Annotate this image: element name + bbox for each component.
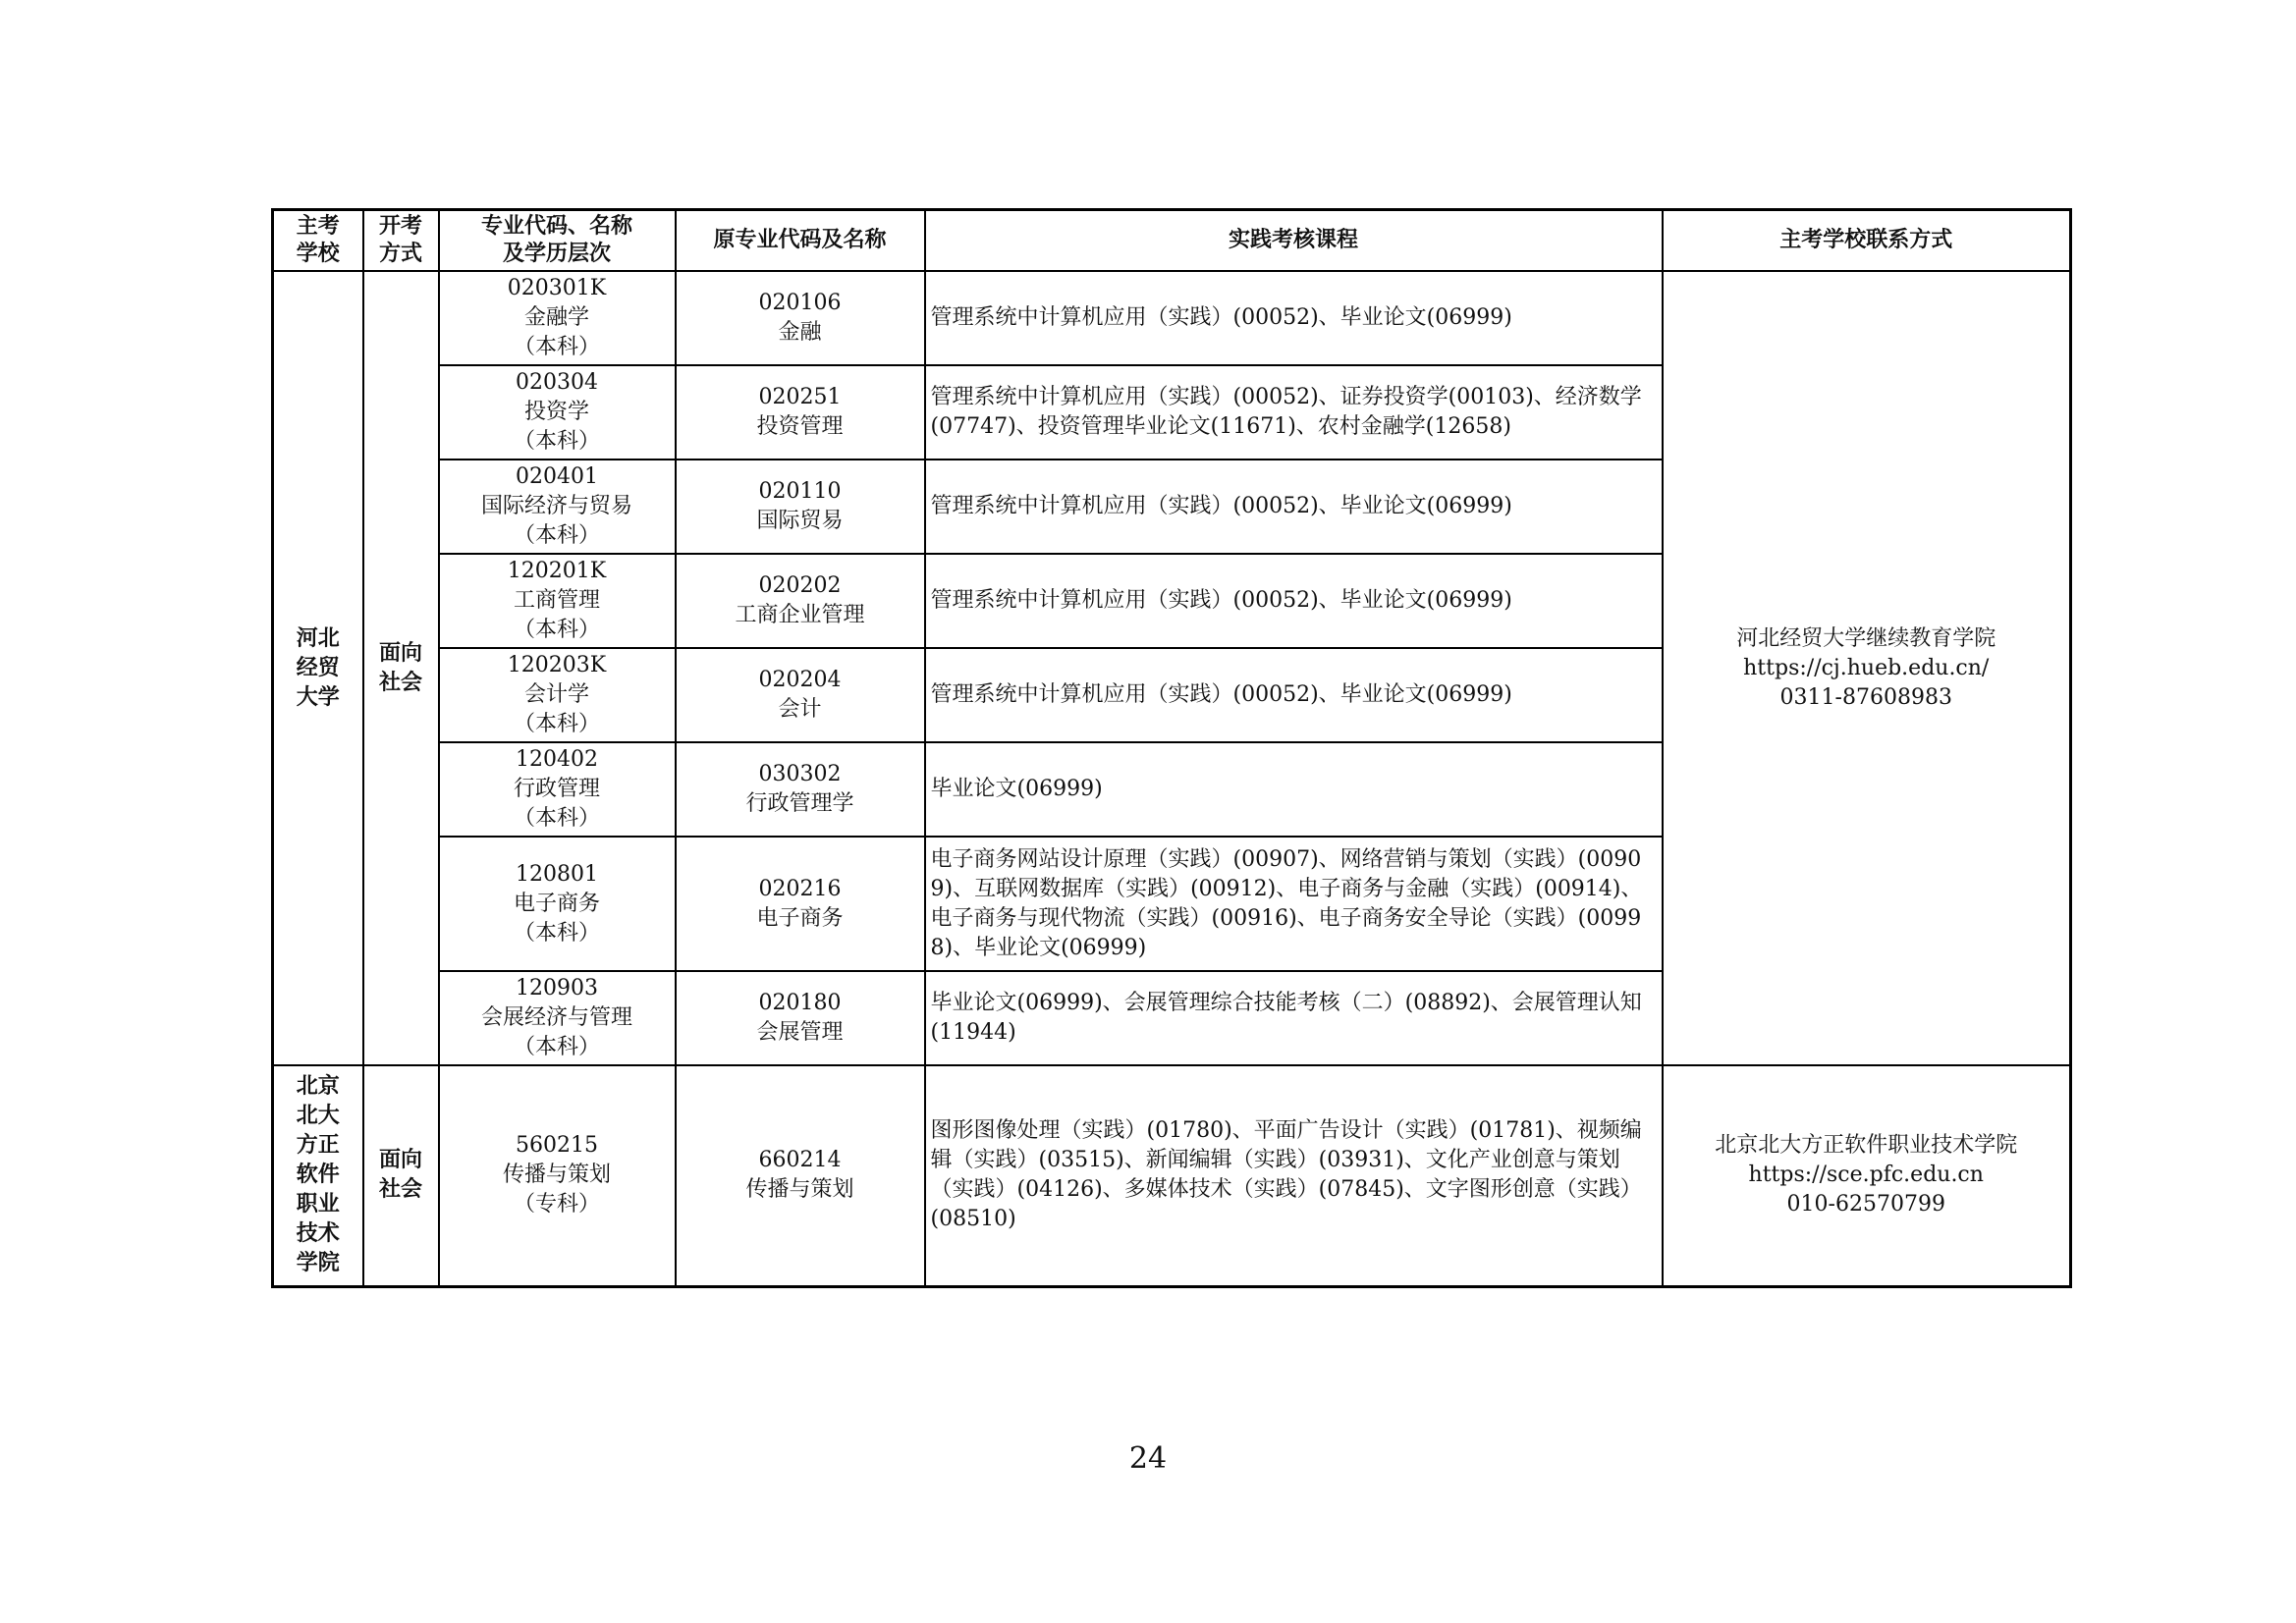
header-row — [273, 210, 2071, 272]
major-cell: 120402 行政管理 （本科） — [439, 742, 676, 837]
exam-table — [271, 208, 2072, 1288]
courses-cell: 管理系统中计算机应用（实践）(00052)、证券投资学(00103)、经济数学(07747)、投资管理毕业论文(11671)、农村金融学(12658) — [925, 365, 1663, 460]
header-mode: 开考 方式 — [363, 210, 439, 272]
header-major: 专业代码、名称 及学历层次 — [439, 210, 676, 272]
courses-cell: 图形图像处理（实践）(01780)、平面广告设计（实践）(01781)、视频编辑（实践）(03515)、新闻编辑（实践）(03931)、文化产业创意与策划（实践）(04126)、多媒体技术（实践）(07845)、文字图形创意（实践）(08510) — [925, 1065, 1663, 1286]
courses-cell: 管理系统中计算机应用（实践）(00052)、毕业论文(06999) — [925, 460, 1663, 554]
courses-cell: 电子商务网站设计原理（实践）(00907)、网络营销与策划（实践）(00909)、互联网数据库（实践）(00912)、电子商务与金融（实践）(00914)、电子商务与现代物流（实践）(00916)、电子商务安全导论（实践）(00998)、毕业论文(06999) — [925, 837, 1663, 971]
page-table-container — [271, 208, 2069, 1288]
courses-cell: 毕业论文(06999) — [925, 742, 1663, 837]
contact-cell: 北京北大方正软件职业技术学院 https://sce.pfc.edu.cn 010-62570799 — [1663, 1065, 2071, 1286]
header-original-major: 原专业代码及名称 — [676, 210, 925, 272]
original-major-cell: 020106 金融 — [676, 271, 925, 365]
original-major-cell: 020216 电子商务 — [676, 837, 925, 971]
mode-cell: 面向 社会 — [363, 271, 439, 1065]
header-school: 主考 学校 — [273, 210, 363, 272]
original-major-cell: 020204 会计 — [676, 648, 925, 742]
major-cell: 120201K 工商管理 （本科） — [439, 554, 676, 648]
major-cell: 120903 会展经济与管理 （本科） — [439, 971, 676, 1065]
major-cell: 020401 国际经济与贸易 （本科） — [439, 460, 676, 554]
courses-cell: 管理系统中计算机应用（实践）(00052)、毕业论文(06999) — [925, 554, 1663, 648]
contact-cell: 河北经贸大学继续教育学院 https://cj.hueb.edu.cn/ 0311-87608983 — [1663, 271, 2071, 1065]
school-cell: 河北 经贸 大学 — [273, 271, 363, 1065]
original-major-cell: 020202 工商企业管理 — [676, 554, 925, 648]
page-number: 24 — [1128, 1441, 1168, 1476]
original-major-cell: 030302 行政管理学 — [676, 742, 925, 837]
header-contact: 主考学校联系方式 — [1663, 210, 2071, 272]
courses-cell: 管理系统中计算机应用（实践）(00052)、毕业论文(06999) — [925, 648, 1663, 742]
major-cell: 120801 电子商务 （本科） — [439, 837, 676, 971]
mode-cell: 面向 社会 — [363, 1065, 439, 1286]
header-practice-courses: 实践考核课程 — [925, 210, 1663, 272]
major-cell: 020301K 金融学 （本科） — [439, 271, 676, 365]
original-major-cell: 660214 传播与策划 — [676, 1065, 925, 1286]
courses-cell: 毕业论文(06999)、会展管理综合技能考核（二）(08892)、会展管理认知(11944) — [925, 971, 1663, 1065]
courses-cell: 管理系统中计算机应用（实践）(00052)、毕业论文(06999) — [925, 271, 1663, 365]
major-cell: 020304 投资学 （本科） — [439, 365, 676, 460]
original-major-cell: 020180 会展管理 — [676, 971, 925, 1065]
original-major-cell: 020251 投资管理 — [676, 365, 925, 460]
school-cell: 北京 北大 方正 软件 职业 技术 学院 — [273, 1065, 363, 1286]
major-cell: 120203K 会计学 （本科） — [439, 648, 676, 742]
original-major-cell: 020110 国际贸易 — [676, 460, 925, 554]
table-row — [273, 271, 2071, 365]
major-cell: 560215 传播与策划 （专科） — [439, 1065, 676, 1286]
table-row — [273, 1065, 2071, 1286]
